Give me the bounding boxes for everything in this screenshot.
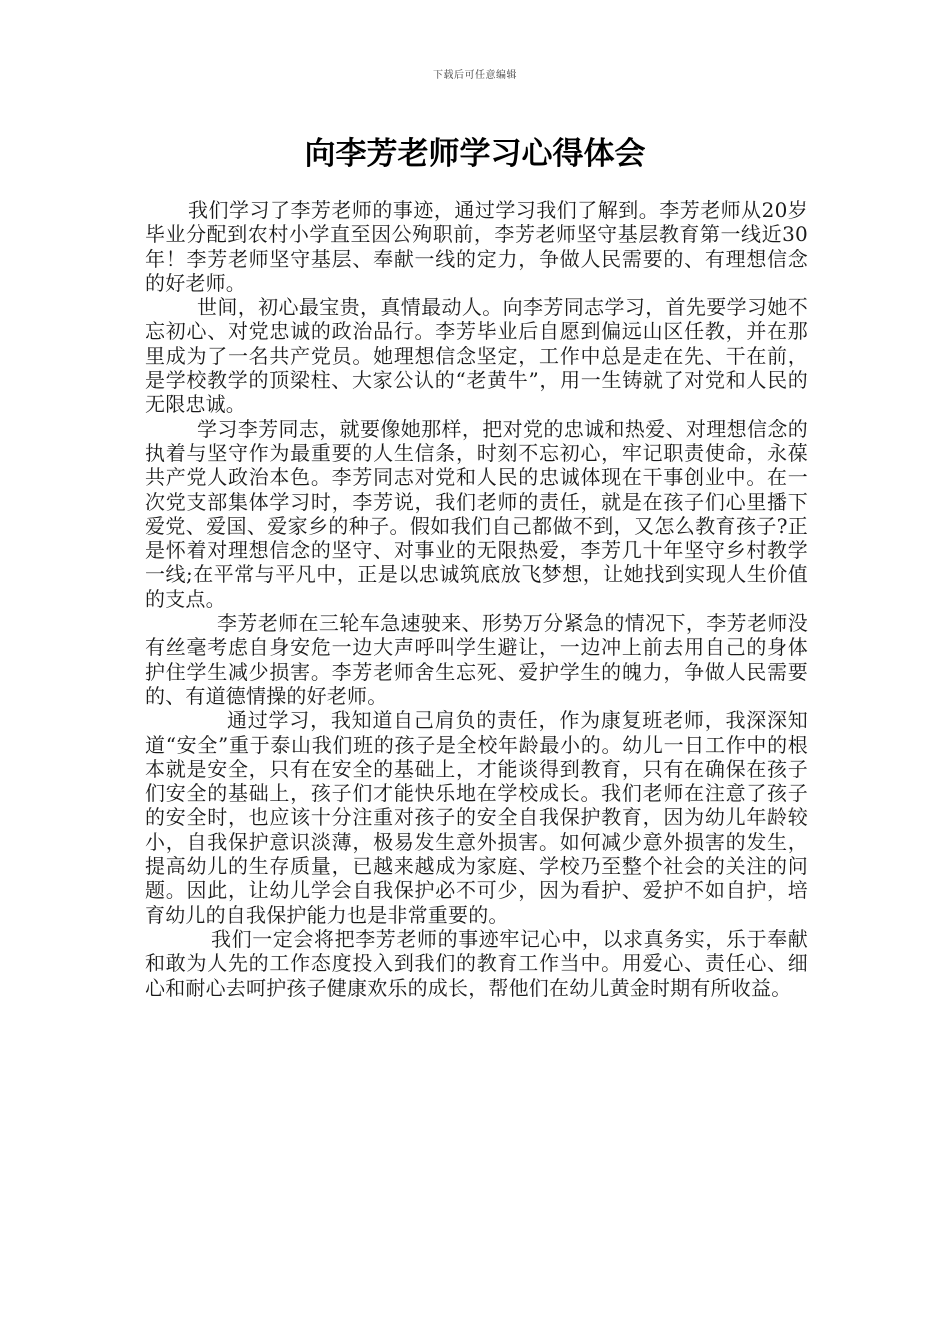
paragraph-5: 通过学习，我知道自己肩负的责任，作为康复班老师，我深深知道“安全”重于泰山我们班的孩子是全校年龄最小的。幼儿一日工作中的根本就是安全，只有在安全的基础上，才能谈得到教育，只有在确保在孩子们安全的基础上，孩子们才能快乐地在学校成长。我们老师在注意了孩子的安全时，也应该十分注重对孩子的安全自我保护教育，因为幼儿年龄较小，自我保护意识淡薄，极易发生意外损害。如何减少意外损害的发生，提高幼儿的生存质量，已越来越成为家庭、学校乃至整个社会的关注的问题。因此，让幼儿学会自我保护必不可少，因为看护、爱护不如自护，培育幼儿的自我保护能力也是非常重要的。 <box>145 708 808 927</box>
document-body <box>145 198 808 1000</box>
paragraph-2: 世间，初心最宝贵，真情最动人。向李芳同志学习，首先要学习她不忘初心、对党忠诚的政治品行。李芳毕业后自愿到偏远山区任教，并在那里成为了一名共产党员。她理想信念坚定，工作中总是走在先、干在前，是学校教学的顶梁柱、大家公认的“老黄牛”，用一生铸就了对党和人民的无限忠诚。 <box>145 295 808 417</box>
paragraph-3: 学习李芳同志，就要像她那样，把对党的忠诚和热爱、对理想信念的执着与坚守作为最重要的人生信条，时刻不忘初心，牢记职责使命，永葆共产党人政治本色。李芳同志对党和人民的忠诚体现在干事创业中。在一次党支部集体学习时，李芳说，我们老师的责任，就是在孩子们心里播下爱党、爱国、爱家乡的种子。假如我们自己都做不到，又怎么教育孩子?正是怀着对理想信念的坚守、对事业的无限热爱，李芳几十年坚守乡村教学一线;在平常与平凡中，正是以忠诚筑底放飞梦想，让她找到实现人生价值的支点。 <box>145 416 808 611</box>
paragraph-6: 我们一定会将把李芳老师的事迹牢记心中，以求真务实，乐于奉献和敢为人先的工作态度投入到我们的教育工作当中。用爱心、责任心、细心和耐心去呵护孩子健康欢乐的成长，帮他们在幼儿黄金时期有所收益。 <box>145 926 808 1000</box>
document-title: 向李芳老师学习心得体会 <box>304 136 646 172</box>
paragraph-1: 我们学习了李芳老师的事迹，通过学习我们了解到。李芳老师从20岁毕业分配到农村小学直至因公殉职前，李芳老师坚守基层教育第一线近30年！李芳老师坚守基层、奉献一线的定力，争做人民需要的、有理想信念的好老师。 <box>145 198 808 295</box>
header-note: 下载后可任意编辑 <box>433 70 517 81</box>
paragraph-4: 李芳老师在三轮车急速驶来、形势万分紧急的情况下，李芳老师没有丝毫考虑自身安危一边大声呼叫学生避让，一边冲上前去用自己的身体护住学生减少损害。李芳老师舍生忘死、爱护学生的魄力，争做人民需要的、有道德情操的好老师。 <box>145 611 808 708</box>
